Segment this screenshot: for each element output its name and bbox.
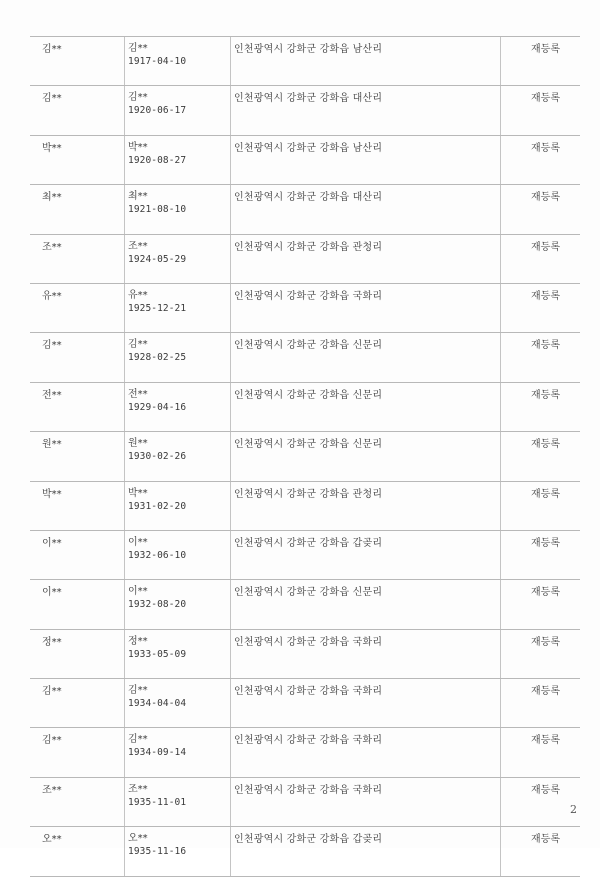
table-row (30, 679, 580, 728)
status-text: 재등록 (531, 686, 560, 698)
table-row (30, 86, 580, 135)
info-cell (125, 37, 231, 86)
table-row (30, 481, 580, 530)
status-text: 재등록 (531, 142, 560, 154)
address-text: 인천광역시 강화군 강화읍 남산리 (234, 142, 383, 154)
info-name-text: 김** (128, 43, 148, 54)
info-cell (125, 382, 231, 431)
name-cell (30, 827, 125, 876)
status-text: 재등록 (531, 537, 560, 549)
name-cell (30, 382, 125, 431)
status-text: 재등록 (531, 241, 560, 253)
name-text: 김** (42, 340, 62, 352)
birth-date-text: 1928-02-25 (128, 352, 187, 364)
info-cell (125, 827, 231, 876)
page-number: 2 (570, 803, 577, 816)
name-cell (30, 432, 125, 481)
address-text: 인천광역시 강화군 강화읍 신문리 (234, 389, 383, 401)
table-row (30, 432, 580, 481)
status-cell (501, 530, 581, 579)
address-text: 인천광역시 강화군 강화읍 남산리 (234, 44, 383, 55)
status-cell (501, 679, 581, 728)
name-cell (30, 333, 125, 382)
status-cell (501, 580, 581, 629)
name-text: 박** (42, 142, 62, 154)
status-text: 재등록 (531, 834, 560, 846)
address-text: 인천광역시 강화군 강화읍 국화리 (234, 686, 383, 698)
status-cell (501, 777, 581, 826)
status-cell (501, 37, 581, 86)
info-name-text: 오** (128, 833, 148, 845)
status-cell (501, 382, 581, 431)
birth-date-text: 1932-06-10 (128, 549, 187, 561)
registry-table-body (30, 37, 580, 877)
table-row (30, 333, 580, 382)
address-cell (231, 481, 501, 530)
status-text: 재등록 (531, 44, 560, 55)
table-row (30, 777, 580, 826)
birth-date-text: 1934-04-04 (128, 698, 187, 710)
status-cell (501, 827, 581, 876)
status-text: 재등록 (531, 389, 560, 401)
birth-date-text: 1921-08-10 (128, 204, 187, 216)
name-cell (30, 234, 125, 283)
info-name-text: 김** (128, 734, 148, 746)
name-text: 김** (42, 93, 62, 105)
info-name-text: 원** (128, 438, 148, 450)
status-cell (501, 432, 581, 481)
name-cell (30, 37, 125, 86)
birth-date-text: 1924-05-29 (128, 253, 187, 265)
status-text: 재등록 (531, 636, 560, 648)
address-cell (231, 530, 501, 579)
address-text: 인천광역시 강화군 강화읍 대산리 (234, 192, 383, 204)
name-text: 김** (42, 735, 62, 747)
status-cell (501, 135, 581, 184)
address-text: 인천광역시 강화군 강화읍 대산리 (234, 93, 383, 105)
address-cell (231, 728, 501, 777)
address-cell (231, 679, 501, 728)
name-text: 김** (42, 686, 62, 698)
status-text: 재등록 (531, 735, 560, 747)
status-cell (501, 234, 581, 283)
info-cell (125, 234, 231, 283)
info-cell (125, 530, 231, 579)
name-text: 조** (42, 784, 62, 796)
name-cell (30, 530, 125, 579)
address-cell (231, 629, 501, 678)
info-name-text: 최** (128, 191, 148, 203)
birth-date-text: 1929-04-16 (128, 401, 187, 413)
name-text: 유** (42, 290, 62, 302)
table-row (30, 283, 580, 332)
birth-date-text: 1933-05-09 (128, 648, 187, 660)
info-cell (125, 580, 231, 629)
status-text: 재등록 (531, 340, 560, 352)
address-text: 인천광역시 강화군 강화읍 갑곶리 (234, 834, 383, 846)
address-text: 인천광역시 강화군 강화읍 국화리 (234, 784, 383, 796)
name-cell (30, 629, 125, 678)
name-text: 오** (42, 834, 62, 846)
info-name-text: 이** (128, 586, 148, 598)
info-name-text: 김** (128, 685, 148, 697)
table-row (30, 530, 580, 579)
address-text: 인천광역시 강화군 강화읍 신문리 (234, 340, 383, 352)
status-cell (501, 185, 581, 234)
name-cell (30, 135, 125, 184)
status-cell (501, 481, 581, 530)
address-text: 인천광역시 강화군 강화읍 신문리 (234, 439, 383, 451)
status-text: 재등록 (531, 93, 560, 105)
address-cell (231, 283, 501, 332)
address-text: 인천광역시 강화군 강화읍 관청리 (234, 488, 383, 500)
address-text: 인천광역시 강화군 강화읍 신문리 (234, 587, 383, 599)
birth-date-text: 1931-02-20 (128, 500, 187, 512)
table-row (30, 382, 580, 431)
info-cell (125, 679, 231, 728)
table-row (30, 580, 580, 629)
birth-date-text: 1934-09-14 (128, 747, 187, 759)
address-cell (231, 185, 501, 234)
address-text: 인천광역시 강화군 강화읍 갑곶리 (234, 537, 383, 549)
status-cell (501, 86, 581, 135)
status-cell (501, 283, 581, 332)
status-cell (501, 629, 581, 678)
address-cell (231, 135, 501, 184)
name-text: 원** (42, 439, 62, 451)
table-row (30, 827, 580, 876)
address-text: 인천광역시 강화군 강화읍 국화리 (234, 636, 383, 648)
info-name-text: 조** (128, 240, 148, 252)
info-cell (125, 283, 231, 332)
birth-date-text: 1920-08-27 (128, 154, 187, 166)
name-text: 박** (42, 488, 62, 500)
birth-date-text: 1925-12-21 (128, 302, 187, 314)
status-cell (501, 333, 581, 382)
status-text: 재등록 (531, 488, 560, 500)
address-cell (231, 827, 501, 876)
address-text: 인천광역시 강화군 강화읍 국화리 (234, 290, 383, 302)
info-cell (125, 135, 231, 184)
registry-table (30, 36, 580, 877)
address-cell (231, 333, 501, 382)
name-cell (30, 86, 125, 135)
table-row (30, 37, 580, 86)
table-row (30, 234, 580, 283)
birth-date-text: 1930-02-26 (128, 451, 187, 463)
info-cell (125, 777, 231, 826)
birth-date-text: 1917-04-10 (128, 56, 187, 67)
name-text: 전** (42, 389, 62, 401)
table-row (30, 135, 580, 184)
address-cell (231, 580, 501, 629)
address-text: 인천광역시 강화군 강화읍 국화리 (234, 735, 383, 747)
info-name-text: 김** (128, 92, 148, 104)
status-text: 재등록 (531, 784, 560, 796)
table-row (30, 185, 580, 234)
status-text: 재등록 (531, 290, 560, 302)
info-name-text: 전** (128, 388, 148, 400)
name-text: 김** (42, 44, 62, 55)
name-cell (30, 679, 125, 728)
address-cell (231, 432, 501, 481)
name-text: 정** (42, 636, 62, 648)
address-cell (231, 234, 501, 283)
info-name-text: 이** (128, 536, 148, 548)
info-cell (125, 481, 231, 530)
address-cell (231, 37, 501, 86)
info-name-text: 박** (128, 141, 148, 153)
birth-date-text: 1935-11-16 (128, 846, 187, 858)
address-cell (231, 777, 501, 826)
info-cell (125, 86, 231, 135)
name-cell (30, 185, 125, 234)
info-name-text: 조** (128, 783, 148, 795)
birth-date-text: 1935-11-01 (128, 796, 187, 808)
name-text: 이** (42, 587, 62, 599)
status-cell (501, 728, 581, 777)
info-cell (125, 432, 231, 481)
name-text: 조** (42, 241, 62, 253)
info-name-text: 정** (128, 635, 148, 647)
table-row (30, 728, 580, 777)
info-name-text: 김** (128, 339, 148, 351)
info-cell (125, 185, 231, 234)
status-text: 재등록 (531, 587, 560, 599)
name-text: 이** (42, 537, 62, 549)
name-cell (30, 580, 125, 629)
status-text: 재등록 (531, 192, 560, 204)
name-cell (30, 283, 125, 332)
name-cell (30, 481, 125, 530)
table-row (30, 629, 580, 678)
address-cell (231, 86, 501, 135)
birth-date-text: 1932-08-20 (128, 599, 187, 611)
info-name-text: 유** (128, 289, 148, 301)
birth-date-text: 1920-06-17 (128, 105, 187, 117)
name-text: 최** (42, 192, 62, 204)
address-cell (231, 382, 501, 431)
name-cell (30, 728, 125, 777)
status-text: 재등록 (531, 439, 560, 451)
info-cell (125, 728, 231, 777)
address-text: 인천광역시 강화군 강화읍 관청리 (234, 241, 383, 253)
info-cell (125, 333, 231, 382)
info-cell (125, 629, 231, 678)
name-cell (30, 777, 125, 826)
info-name-text: 박** (128, 487, 148, 499)
